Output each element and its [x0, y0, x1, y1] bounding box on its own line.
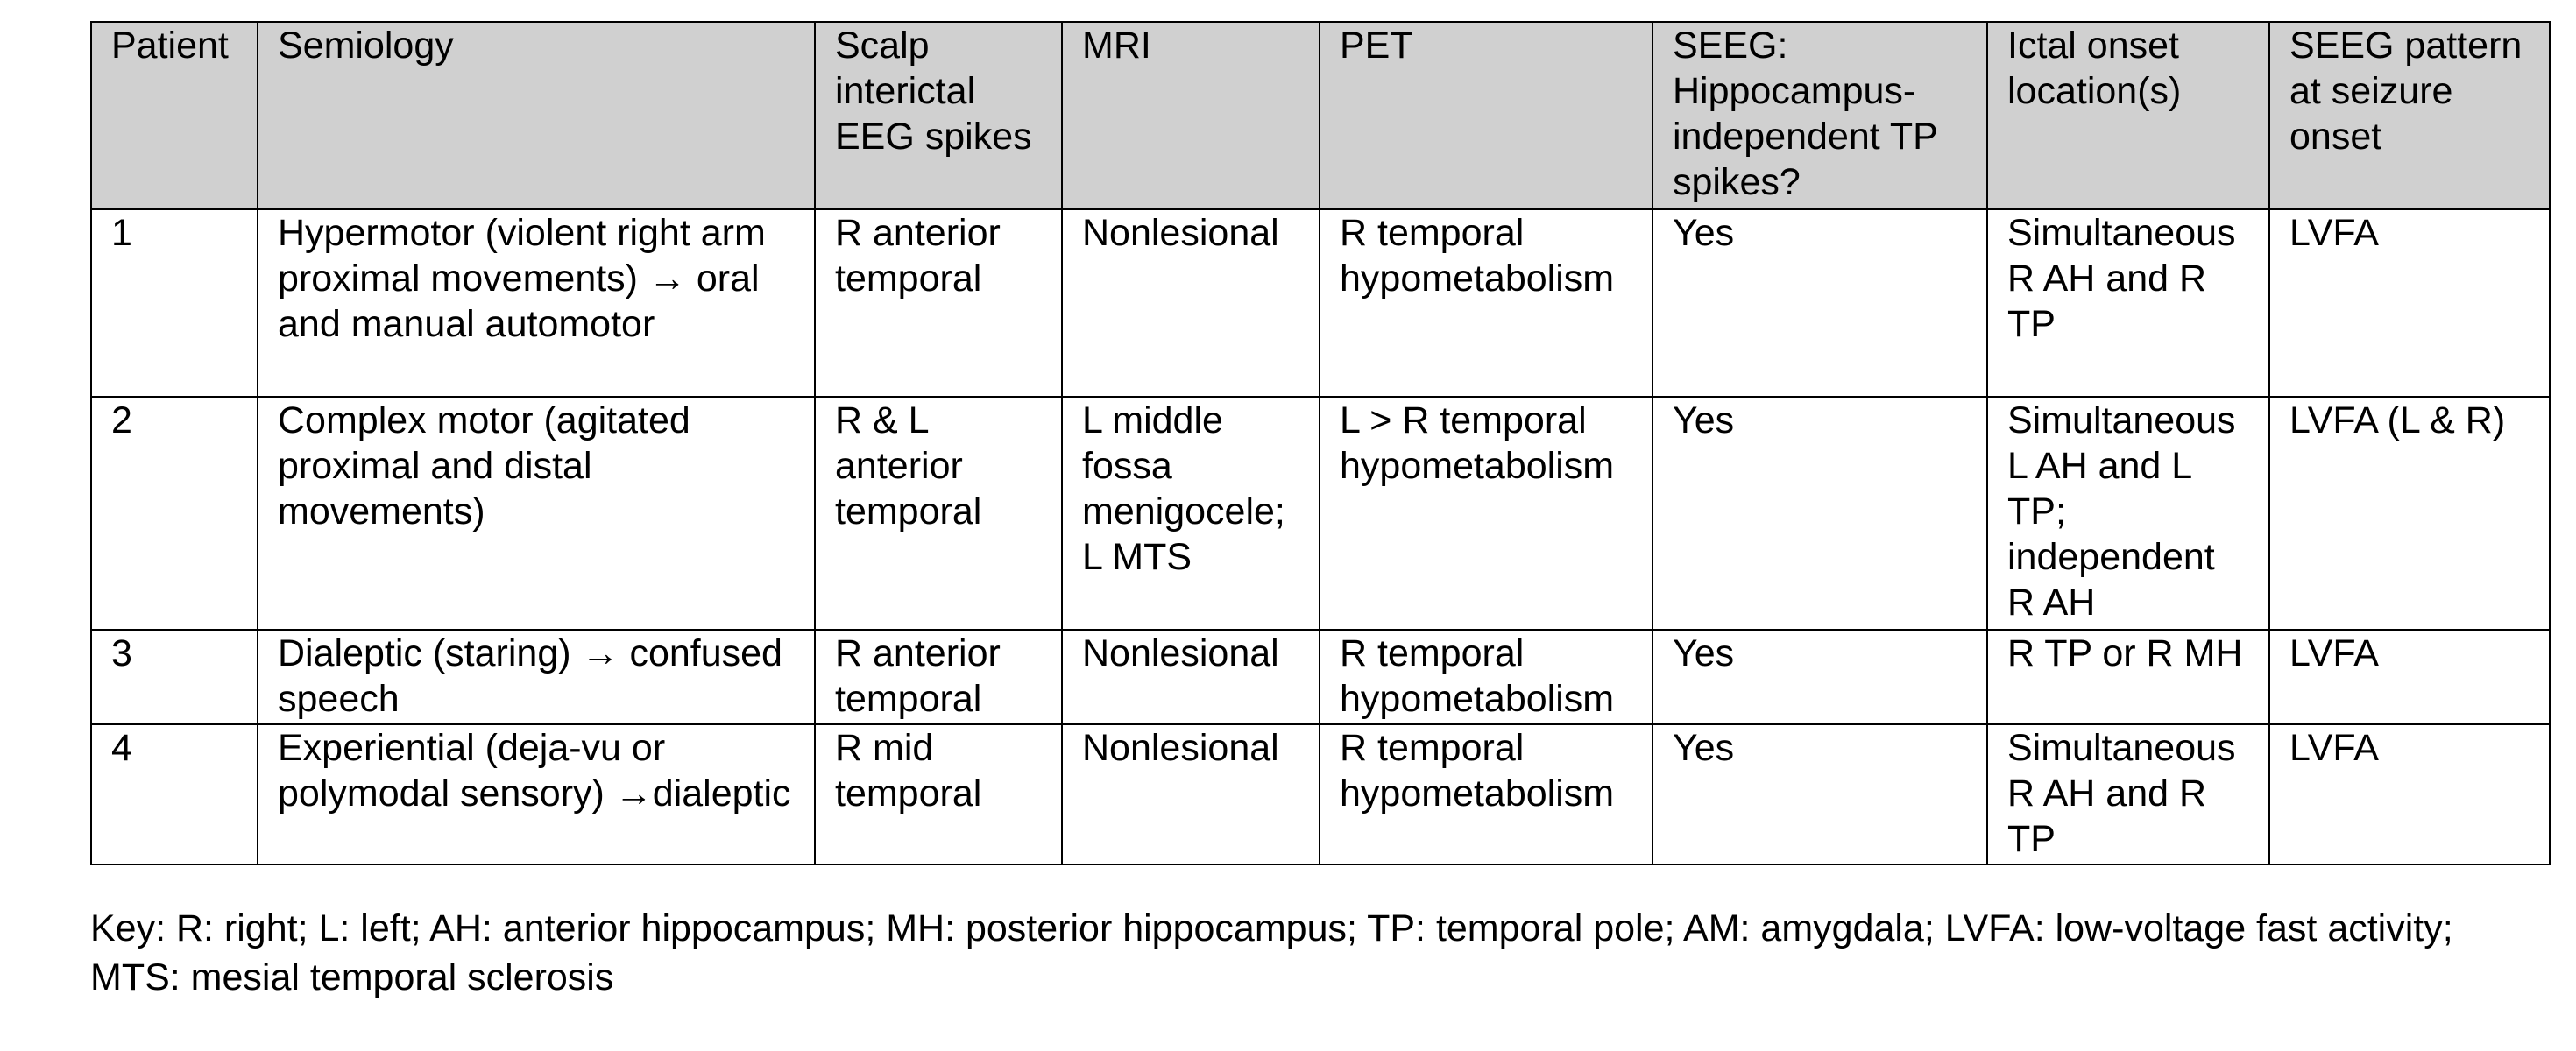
- column-header-ictal-onset: Ictal onset location(s): [1987, 22, 2269, 209]
- cell-patient: 4: [91, 724, 258, 864]
- cell-pet: R temporal hypometabolism: [1320, 630, 1652, 724]
- cell-ictal-onset: R TP or R MH: [1987, 630, 2269, 724]
- cell-seeg-pattern: LVFA: [2269, 630, 2550, 724]
- cell-seeg-pattern: LVFA (L & R): [2269, 397, 2550, 630]
- cell-seeg-pattern: LVFA: [2269, 209, 2550, 397]
- cell-ictal-onset: Simultaneous L AH and L TP; independent R AH: [1987, 397, 2269, 630]
- cell-semiology: Hypermotor (violent right arm proximal movements) → oral and manual automotor: [258, 209, 815, 397]
- cell-seeg-tp-spikes: Yes: [1652, 209, 1987, 397]
- cell-scalp-eeg: R & L anterior temporal: [815, 397, 1062, 630]
- cell-scalp-eeg: R anterior temporal: [815, 630, 1062, 724]
- cell-mri: Nonlesional: [1062, 630, 1320, 724]
- column-header-pet: PET: [1320, 22, 1652, 209]
- cell-pet: L > R temporal hypometabolism: [1320, 397, 1652, 630]
- abbreviation-key: Key: R: right; L: left; AH: anterior hippocampus; MH: posterior hippocampus; TP: temporal pole; AM: amygdala; LVFA: low-voltage fast activity; MTS: mesial temporal sclerosis: [90, 907, 2453, 998]
- cell-patient: 3: [91, 630, 258, 724]
- table-row: [91, 630, 2550, 724]
- cell-mri: Nonlesional: [1062, 209, 1320, 397]
- cell-seeg-tp-spikes: Yes: [1652, 630, 1987, 724]
- cell-scalp-eeg: R mid temporal: [815, 724, 1062, 864]
- cell-scalp-eeg: R anterior temporal: [815, 209, 1062, 397]
- column-header-mri: MRI: [1062, 22, 1320, 209]
- column-header-patient: Patient: [91, 22, 258, 209]
- cell-mri: L middle fossa menigocele; L MTS: [1062, 397, 1320, 630]
- column-header-seeg-pattern: SEEG pattern at seizure onset: [2269, 22, 2550, 209]
- cell-seeg-tp-spikes: Yes: [1652, 724, 1987, 864]
- cell-semiology: Complex motor (agitated proximal and distal movements): [258, 397, 815, 630]
- patient-table-container: [90, 21, 2549, 865]
- cell-patient: 1: [91, 209, 258, 397]
- cell-patient: 2: [91, 397, 258, 630]
- cell-seeg-pattern: LVFA: [2269, 724, 2550, 864]
- cell-mri: Nonlesional: [1062, 724, 1320, 864]
- table-row: [91, 209, 2550, 397]
- cell-seeg-tp-spikes: Yes: [1652, 397, 1987, 630]
- cell-ictal-onset: Simultaneous R AH and R TP: [1987, 209, 2269, 397]
- table-row: [91, 397, 2550, 630]
- table-row: [91, 724, 2550, 864]
- patient-table: [90, 21, 2551, 865]
- cell-pet: R temporal hypometabolism: [1320, 724, 1652, 864]
- cell-semiology: Dialeptic (staring) → confused speech: [258, 630, 815, 724]
- column-header-seeg-tp-spikes: SEEG: Hippocampus-independent TP spikes?: [1652, 22, 1987, 209]
- cell-semiology: Experiential (deja-vu or polymodal sensory) →dialeptic: [258, 724, 815, 864]
- column-header-semiology: Semiology: [258, 22, 815, 209]
- column-header-scalp-eeg: Scalp interictal EEG spikes: [815, 22, 1062, 209]
- table-header-row: [91, 22, 2550, 209]
- cell-pet: R temporal hypometabolism: [1320, 209, 1652, 397]
- cell-ictal-onset: Simultaneous R AH and R TP: [1987, 724, 2269, 864]
